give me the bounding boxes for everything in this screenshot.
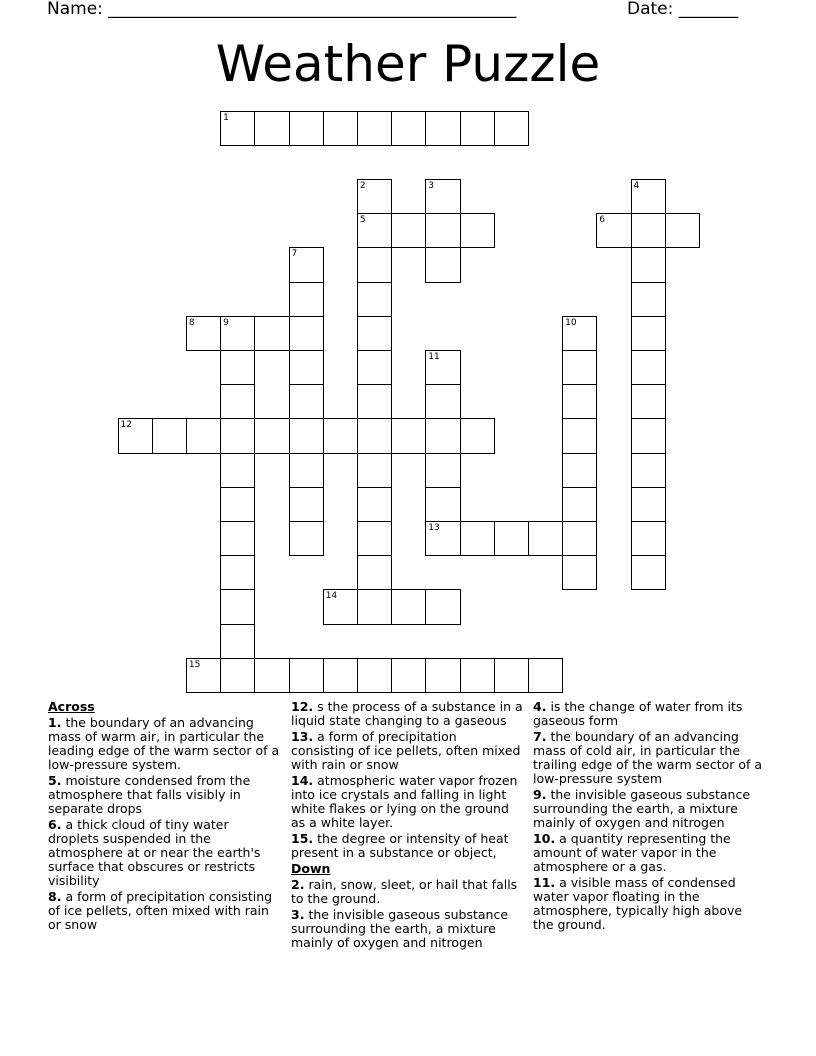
grid-cell[interactable]: [220, 487, 255, 522]
grid-cell[interactable]: [220, 555, 255, 590]
grid-cell[interactable]: [289, 350, 324, 385]
grid-cell[interactable]: [289, 521, 324, 556]
grid-cell[interactable]: [289, 111, 324, 146]
grid-cell[interactable]: [220, 521, 255, 556]
clue-number: 8: [188, 317, 195, 328]
grid-cell[interactable]: [425, 247, 460, 282]
grid-cell[interactable]: [494, 658, 529, 693]
grid-cell[interactable]: [220, 111, 255, 146]
grid-cell[interactable]: [220, 453, 255, 488]
grid-cell[interactable]: [289, 384, 324, 419]
grid-cell[interactable]: [460, 111, 495, 146]
grid-cell[interactable]: [186, 316, 221, 351]
clue-across-15: 15. the degree or intensity of heat present in a substance or object,: [291, 831, 509, 860]
grid-cell[interactable]: [562, 521, 597, 556]
grid-cell[interactable]: [357, 453, 392, 488]
clue-number: 2: [359, 180, 366, 191]
grid-cell[interactable]: [631, 418, 666, 453]
grid-cell[interactable]: [289, 282, 324, 317]
clue-across-14: 14. atmospheric water vapor frozen into ice crystals and falling in light white flakes or lying on the ground as a white layer.: [291, 773, 518, 830]
clue-column-3: [533, 700, 765, 934]
grid-cell[interactable]: [425, 213, 460, 248]
grid-cell[interactable]: [357, 384, 392, 419]
grid-cell[interactable]: [254, 658, 289, 693]
grid-cell[interactable]: [323, 589, 358, 624]
grid-cell[interactable]: [562, 453, 597, 488]
grid-cell[interactable]: [254, 111, 289, 146]
across-heading: Across: [48, 699, 95, 714]
grid-cell[interactable]: [562, 316, 597, 351]
clue-number: 12: [120, 420, 132, 431]
clue-down-3: 3. the invisible gaseous substance surrounding the earth, a mixture mainly of oxygen and nitrogen: [291, 907, 509, 950]
grid-cell[interactable]: [391, 589, 426, 624]
clue-down-7: 7. the boundary of an advancing mass of cold air, in particular the trailing edge of the warm sector of a low-pressure system: [533, 729, 763, 786]
grid-cell[interactable]: [186, 658, 221, 693]
clue-down-11: 11. a visible mass of condensed water vapor floating in the atmosphere, typically high above the ground.: [533, 875, 743, 932]
grid-cell[interactable]: [357, 247, 392, 282]
grid-cell[interactable]: [460, 658, 495, 693]
clue-number: 1: [223, 112, 229, 123]
grid-cell[interactable]: [323, 111, 358, 146]
grid-cell[interactable]: [289, 487, 324, 522]
grid-cell[interactable]: [391, 418, 426, 453]
grid-cell[interactable]: [289, 247, 324, 282]
down-heading: Down: [291, 861, 331, 876]
grid-cell[interactable]: [596, 213, 631, 248]
clue-across-6: 6. a thick cloud of tiny water droplets suspended in the atmosphere at or near the earth's surface that obscures or restricts visibility: [48, 817, 261, 888]
grid-cell[interactable]: [357, 316, 392, 351]
grid-cell[interactable]: [220, 589, 255, 624]
clue-number: 13: [428, 522, 440, 533]
grid-cell[interactable]: [357, 213, 392, 248]
grid-cell[interactable]: [254, 418, 289, 453]
grid-cell[interactable]: [357, 555, 392, 590]
grid-cell[interactable]: [220, 350, 255, 385]
grid-cell[interactable]: [460, 521, 495, 556]
grid-cell[interactable]: [528, 521, 563, 556]
grid-cell[interactable]: [152, 418, 187, 453]
name-field[interactable]: Name: ________________________________________________: [47, 0, 517, 19]
grid-cell[interactable]: [425, 658, 460, 693]
grid-cell[interactable]: [357, 487, 392, 522]
grid-cell[interactable]: [357, 179, 392, 214]
grid-cell[interactable]: [460, 213, 495, 248]
grid-cell[interactable]: [357, 589, 392, 624]
grid-cell[interactable]: [391, 213, 426, 248]
clue-down-10: 10. a quantity representing the amount of water vapor in the atmosphere or a gas.: [533, 831, 731, 874]
grid-cell[interactable]: [220, 624, 255, 659]
grid-cell[interactable]: [425, 521, 460, 556]
clue-number: 5: [359, 215, 366, 226]
grid-cell[interactable]: [357, 282, 392, 317]
grid-cell[interactable]: [391, 658, 426, 693]
grid-cell[interactable]: [357, 658, 392, 693]
date-field[interactable]: Date: _______: [627, 0, 739, 19]
clue-across-8: 8. a form of precipitation consisting of ice pellets, often mixed with rain or snow: [48, 889, 273, 932]
clue-number: 6: [599, 215, 606, 226]
grid-cell[interactable]: [631, 350, 666, 385]
grid-cell[interactable]: [631, 453, 666, 488]
grid-cell[interactable]: [425, 111, 460, 146]
clue-number: 3: [428, 180, 435, 191]
grid-cell[interactable]: [425, 179, 460, 214]
grid-cell[interactable]: [289, 658, 324, 693]
grid-cell[interactable]: [289, 453, 324, 488]
grid-cell[interactable]: [562, 555, 597, 590]
grid-cell[interactable]: [631, 521, 666, 556]
clue-number: 7: [291, 249, 298, 260]
grid-cell[interactable]: [528, 658, 563, 693]
clue-number: 4: [633, 180, 640, 191]
grid-cell[interactable]: [425, 418, 460, 453]
grid-cell[interactable]: [562, 384, 597, 419]
grid-cell[interactable]: [425, 384, 460, 419]
grid-cell[interactable]: [425, 487, 460, 522]
grid-cell[interactable]: [425, 589, 460, 624]
grid-cell[interactable]: [562, 418, 597, 453]
grid-cell[interactable]: [289, 316, 324, 351]
grid-cell[interactable]: [118, 418, 153, 453]
grid-cell[interactable]: [665, 213, 700, 248]
grid-cell[interactable]: [631, 179, 666, 214]
grid-cell[interactable]: [562, 487, 597, 522]
clue-down-4: 4. is the change of water from its gaseous form: [533, 699, 743, 728]
grid-cell[interactable]: [494, 521, 529, 556]
grid-cell[interactable]: [186, 418, 221, 453]
grid-cell[interactable]: [631, 555, 666, 590]
grid-cell[interactable]: [323, 418, 358, 453]
grid-cell[interactable]: [631, 384, 666, 419]
grid-cell[interactable]: [562, 350, 597, 385]
clue-number: 11: [428, 351, 440, 362]
page-title: Weather Puzzle: [215, 35, 601, 93]
grid-cell[interactable]: [220, 658, 255, 693]
grid-cell[interactable]: [254, 316, 289, 351]
grid-cell[interactable]: [357, 111, 392, 146]
grid-cell[interactable]: [391, 111, 426, 146]
grid-cell[interactable]: [631, 247, 666, 282]
grid-cell[interactable]: [220, 316, 255, 351]
clue-number: 10: [565, 317, 577, 328]
grid-cell[interactable]: [357, 350, 392, 385]
grid-cell[interactable]: [631, 316, 666, 351]
grid-cell[interactable]: [425, 453, 460, 488]
grid-cell[interactable]: [357, 521, 392, 556]
grid-cell[interactable]: [289, 418, 324, 453]
grid-cell[interactable]: [631, 487, 666, 522]
clue-column-1: [48, 700, 280, 934]
grid-cell[interactable]: [494, 111, 529, 146]
grid-cell[interactable]: [220, 384, 255, 419]
grid-cell[interactable]: [357, 418, 392, 453]
clue-number: 9: [223, 317, 229, 328]
grid-cell[interactable]: [460, 418, 495, 453]
grid-cell[interactable]: [323, 658, 358, 693]
grid-cell[interactable]: [425, 350, 460, 385]
clue-number: 14: [325, 591, 338, 602]
grid-cell[interactable]: [631, 282, 666, 317]
clue-down-9: 9. the invisible gaseous substance surrounding the earth, a mixture mainly of oxygen and nitrogen: [533, 787, 751, 830]
clue-number: 15: [188, 659, 201, 670]
grid-cell[interactable]: [220, 418, 255, 453]
clue-across-1: 1. the boundary of an advancing mass of warm air, in particular the leading edge of the warm sector of a low-pressure system.: [48, 715, 280, 772]
clue-across-5: 5. moisture condensed from the atmosphere that falls visibly in separate drops: [48, 773, 251, 816]
clue-down-2: 2. rain, snow, sleet, or hail that falls to the ground.: [291, 877, 518, 906]
grid-cell[interactable]: [631, 213, 666, 248]
clue-across-12: 12. s the process of a substance in a liquid state changing to a gaseous: [291, 699, 523, 728]
clue-column-2: [291, 700, 523, 952]
clue-across-13: 13. a form of precipitation consisting of ice pellets, often mixed with rain or snow: [291, 729, 521, 772]
